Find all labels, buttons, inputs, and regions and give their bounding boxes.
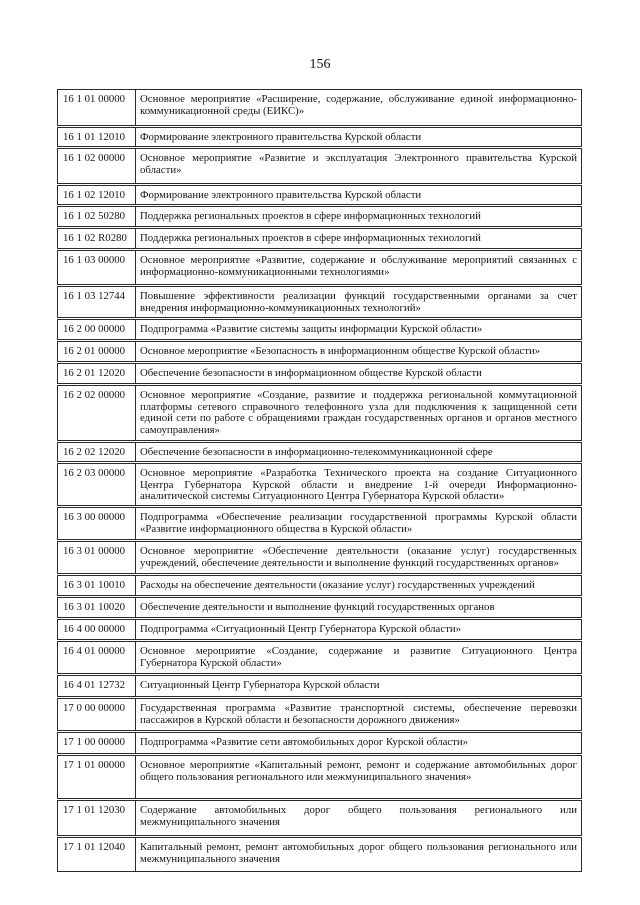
table-row: [57, 800, 582, 836]
item-description: Обеспечение безопасности в информационном обществе Курской области: [136, 363, 582, 384]
table-row: [57, 675, 582, 697]
budget-code: 16 2 02 00000: [57, 385, 136, 441]
item-description: Формирование электронного правительства Курской области: [136, 185, 582, 205]
table-row: [57, 148, 582, 184]
item-description: Подпрограмма «Ситуационный Центр Губернатора Курской области»: [136, 619, 582, 640]
item-description: Основное мероприятие «Развитие, содержание и обслуживание мероприятий связанных с информационно-коммуникационными технологиями»: [136, 250, 582, 285]
budget-classification-table: [57, 88, 582, 873]
budget-code: 16 4 01 12732: [57, 675, 136, 697]
table-row: [57, 619, 582, 640]
item-description: Капитальный ремонт, ремонт автомобильных дорог общего пользования регионального или межмуниципального значения: [136, 837, 582, 872]
budget-code: 16 1 02 50280: [57, 206, 136, 227]
item-description: Государственная программа «Развитие транспортной системы, обеспечение перевозки пассажиров в Курской области и безопасности дорожного движения»: [136, 698, 582, 731]
table-row: [57, 127, 582, 147]
budget-code: 17 1 01 12040: [57, 837, 136, 872]
table-row: [57, 463, 582, 506]
budget-code: 16 1 02 00000: [57, 148, 136, 184]
budget-code: 17 1 00 00000: [57, 732, 136, 754]
table-row: [57, 507, 582, 540]
table-row: [57, 228, 582, 249]
table-row: [57, 597, 582, 618]
budget-code: 16 3 01 10020: [57, 597, 136, 618]
budget-code: 16 2 03 00000: [57, 463, 136, 506]
item-description: Основное мероприятие «Капитальный ремонт, ремонт и содержание автомобильных дорог общего пользования регионального или межмуниципального значения»: [136, 755, 582, 799]
budget-code: 16 3 00 00000: [57, 507, 136, 540]
table-row: [57, 185, 582, 205]
table-row: [57, 341, 582, 362]
table-row: [57, 206, 582, 227]
item-description: Формирование электронного правительства Курской области: [136, 127, 582, 147]
table-row: [57, 698, 582, 731]
table-row: [57, 286, 582, 318]
item-description: Повышение эффективности реализации функций государственными органами за счет внедрения информационно-коммуникационных технологий»: [136, 286, 582, 318]
item-description: Основное мероприятие «Обеспечение деятельности (оказание услуг) государственных учреждений, обеспечение деятельности и выполнение функций государственных органов»: [136, 541, 582, 574]
table-row: [57, 837, 582, 872]
item-description: Ситуационный Центр Губернатора Курской области: [136, 675, 582, 697]
budget-code: 16 2 01 00000: [57, 341, 136, 362]
budget-code: 16 3 01 00000: [57, 541, 136, 574]
table-row: [57, 641, 582, 674]
table-row: [57, 755, 582, 799]
budget-code: 16 4 00 00000: [57, 619, 136, 640]
item-description: Основное мероприятие «Развитие и эксплуатация Электронного правительства Курской области»: [136, 148, 582, 184]
table-row: [57, 385, 582, 441]
item-description: Основное мероприятие «Создание, развитие и поддержка региональной коммутационной платформы сетевого справочного телефонного узла для подключения к защищенной сети единой сети по работе с обращениями граждан государственных органов и органов местного самоуправления»: [136, 385, 582, 441]
table-row: [57, 541, 582, 574]
budget-code: 16 2 00 00000: [57, 319, 136, 340]
budget-code: 17 0 00 00000: [57, 698, 136, 731]
budget-code: 16 1 01 00000: [57, 89, 136, 126]
item-description: Обеспечение деятельности и выполнение функций государственных органов: [136, 597, 582, 618]
table-row: [57, 363, 582, 384]
table-row: [57, 89, 582, 126]
budget-code: 16 1 02 12010: [57, 185, 136, 205]
budget-code: 16 1 02 R0280: [57, 228, 136, 249]
budget-code: 16 1 03 12744: [57, 286, 136, 318]
budget-code: 16 4 01 00000: [57, 641, 136, 674]
item-description: Основное мероприятие «Безопасность в информационном обществе Курской области»: [136, 341, 582, 362]
item-description: Подпрограмма «Обеспечение реализации государственной программы Курской области «Развитие информационного общества в Курской области»: [136, 507, 582, 540]
item-description: Основное мероприятие «Разработка Технического проекта на создание Ситуационного Центра Губернатора Курской области и внедрение 1-й очереди Информационно-аналитической системы Ситуационного Центра Губернатора Курской области»: [136, 463, 582, 506]
item-description: Основное мероприятие «Расширение, содержание, обслуживание единой информационно-коммуникационной среды (ЕИКС)»: [136, 89, 582, 126]
budget-code: 16 1 01 12010: [57, 127, 136, 147]
item-description: Подпрограмма «Развитие системы защиты информации Курской области»: [136, 319, 582, 340]
page-number: 156: [309, 57, 331, 72]
item-description: Обеспечение безопасности в информационно-телекоммуникационной сфере: [136, 442, 582, 462]
table-row: [57, 575, 582, 596]
item-description: Поддержка региональных проектов в сфере информационных технологий: [136, 228, 582, 249]
table-row: [57, 732, 582, 754]
budget-code: 16 1 03 00000: [57, 250, 136, 285]
table-row: [57, 319, 582, 340]
item-description: Поддержка региональных проектов в сфере информационных технологий: [136, 206, 582, 227]
budget-code: 16 3 01 10010: [57, 575, 136, 596]
budget-code: 16 2 01 12020: [57, 363, 136, 384]
table-row: [57, 442, 582, 462]
item-description: Основное мероприятие «Создание, содержание и развитие Ситуационного Центра Губернатора Курской области»: [136, 641, 582, 674]
item-description: Расходы на обеспечение деятельности (оказание услуг) государственных учреждений: [136, 575, 582, 596]
budget-code: 17 1 01 12030: [57, 800, 136, 836]
item-description: Содержание автомобильных дорог общего пользования регионального или межмуниципального значения: [136, 800, 582, 836]
table-row: [57, 250, 582, 285]
item-description: Подпрограмма «Развитие сети автомобильных дорог Курской области»: [136, 732, 582, 754]
budget-code: 17 1 01 00000: [57, 755, 136, 799]
budget-code: 16 2 02 12020: [57, 442, 136, 462]
